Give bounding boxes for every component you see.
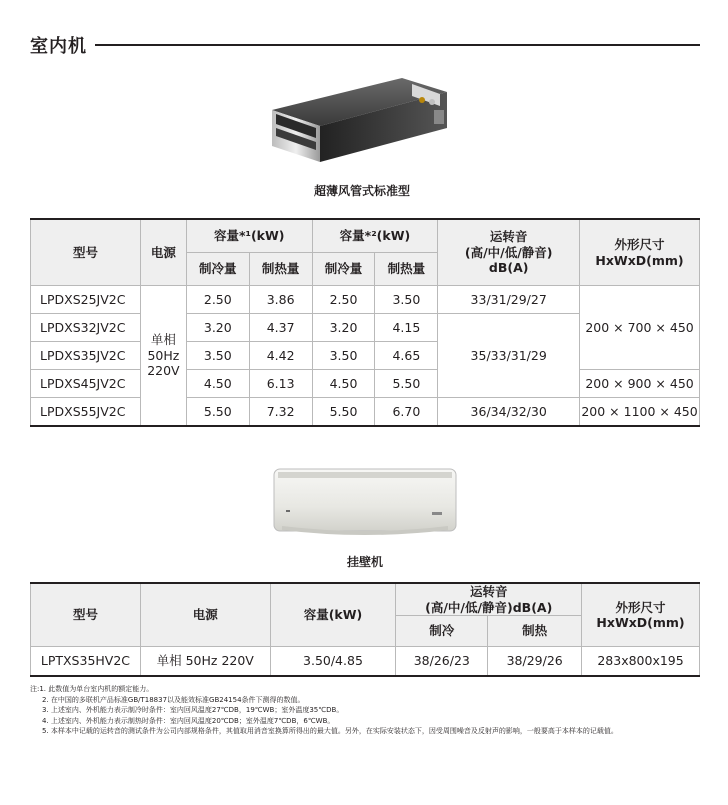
footnote: 注:1. 此数值为单台室内机的额定能力。 <box>30 685 154 693</box>
cooling-cell: 5.50 <box>186 398 249 427</box>
table-row <box>31 286 700 314</box>
footnotes <box>30 684 710 737</box>
cooling-cell: 3.20 <box>312 314 375 342</box>
model-cell: LPDXS25JV2C <box>31 286 141 314</box>
cooling-cell: 3.50 <box>312 342 375 370</box>
footnote: 5. 本样本中记载的运转音的测试条件为公司内部规格条件，其值取用消音室换算所得出的最大值。另外，在实际安装状态下，因受周围噪音及反射声的影响，一般要高于本样本的记载值。 <box>42 727 618 735</box>
noise-cell: 36/34/32/30 <box>438 398 580 427</box>
duct-unit-image <box>262 70 462 170</box>
header-model: 型号 <box>31 583 141 647</box>
header-noise: 运转音 (高/中/低/静音) dB(A) <box>438 219 580 286</box>
heating-cell: 6.13 <box>249 370 312 398</box>
wall-unit-image <box>272 466 458 540</box>
header-cooling: 制冷 <box>396 616 488 647</box>
table-row <box>31 370 700 398</box>
header-heating-1: 制热量 <box>249 253 312 286</box>
section-header <box>30 33 700 57</box>
noise-cell: 33/31/29/27 <box>438 286 580 314</box>
model-cell: LPDXS45JV2C <box>31 370 141 398</box>
heating-cell: 3.50 <box>375 286 438 314</box>
noise-cell: 35/33/31/29 <box>438 314 580 398</box>
header-power: 电源 <box>140 219 186 286</box>
section-rule <box>95 44 700 46</box>
dimension-cell: 283x800x195 <box>582 647 700 677</box>
heating-noise-cell: 38/29/26 <box>488 647 582 677</box>
model-cell: LPDXS35JV2C <box>31 342 141 370</box>
header-noise: 运转音 (高/中/低/静音)dB(A) <box>396 583 582 616</box>
heating-cell: 4.15 <box>375 314 438 342</box>
table-row <box>31 398 700 427</box>
header-cooling-2: 制冷量 <box>312 253 375 286</box>
cooling-noise-cell: 38/26/23 <box>396 647 488 677</box>
heating-cell: 4.65 <box>375 342 438 370</box>
header-capacity-2: 容量*²(kW) <box>312 219 438 253</box>
wall-caption: 挂壁机 <box>346 555 383 569</box>
heating-cell: 5.50 <box>375 370 438 398</box>
dimension-cell: 200 × 900 × 450 <box>580 370 700 398</box>
header-power: 电源 <box>140 583 270 647</box>
duct-caption: 超薄风管式标准型 <box>313 184 410 198</box>
header-model: 型号 <box>31 219 141 286</box>
header-dimensions: 外形尺寸 HxWxD(mm) <box>580 219 700 286</box>
power-cell: 单相 50Hz 220V <box>140 286 186 427</box>
wall-spec-table <box>30 582 700 677</box>
header-capacity: 容量(kW) <box>270 583 396 647</box>
dimension-cell: 200 × 1100 × 450 <box>580 398 700 427</box>
footnote: 4. 上述室内、外机能力表示制热时条件：室内回风温度20℃DB；室外温度7℃DB，6℃WB。 <box>42 716 335 725</box>
capacity-cell: 3.50/4.85 <box>270 647 396 677</box>
section-title: 室内机 <box>30 36 87 57</box>
header-heating-2: 制热量 <box>375 253 438 286</box>
heating-cell: 6.70 <box>375 398 438 427</box>
table-row <box>31 647 700 677</box>
cooling-cell: 2.50 <box>186 286 249 314</box>
duct-spec-table <box>30 218 700 427</box>
heating-cell: 4.37 <box>249 314 312 342</box>
cooling-cell: 4.50 <box>312 370 375 398</box>
cooling-cell: 4.50 <box>186 370 249 398</box>
heating-cell: 3.86 <box>249 286 312 314</box>
header-capacity-1: 容量*¹(kW) <box>186 219 312 253</box>
footnote: 2. 在中国的多联机产品标准GB/T18837以及能效标准GB24154条件下测得的数值。 <box>42 695 305 704</box>
cooling-cell: 3.50 <box>186 342 249 370</box>
model-cell: LPTXS35HV2C <box>31 647 141 677</box>
header-cooling-1: 制冷量 <box>186 253 249 286</box>
footnote: 3. 上述室内、外机能力表示制冷时条件：室内回风温度27℃DB，19℃WB；室外温度35℃DB。 <box>42 706 344 714</box>
cooling-cell: 5.50 <box>312 398 375 427</box>
cooling-cell: 3.20 <box>186 314 249 342</box>
model-cell: LPDXS55JV2C <box>31 398 141 427</box>
model-cell: LPDXS32JV2C <box>31 314 141 342</box>
cooling-cell: 2.50 <box>312 286 375 314</box>
heating-cell: 7.32 <box>249 398 312 427</box>
heating-cell: 4.42 <box>249 342 312 370</box>
dimension-cell: 200 × 700 × 450 <box>580 286 700 370</box>
power-cell: 单相 50Hz 220V <box>140 647 270 677</box>
header-dimensions: 外形尺寸 HxWxD(mm) <box>582 583 700 647</box>
header-heating: 制热 <box>488 616 582 647</box>
